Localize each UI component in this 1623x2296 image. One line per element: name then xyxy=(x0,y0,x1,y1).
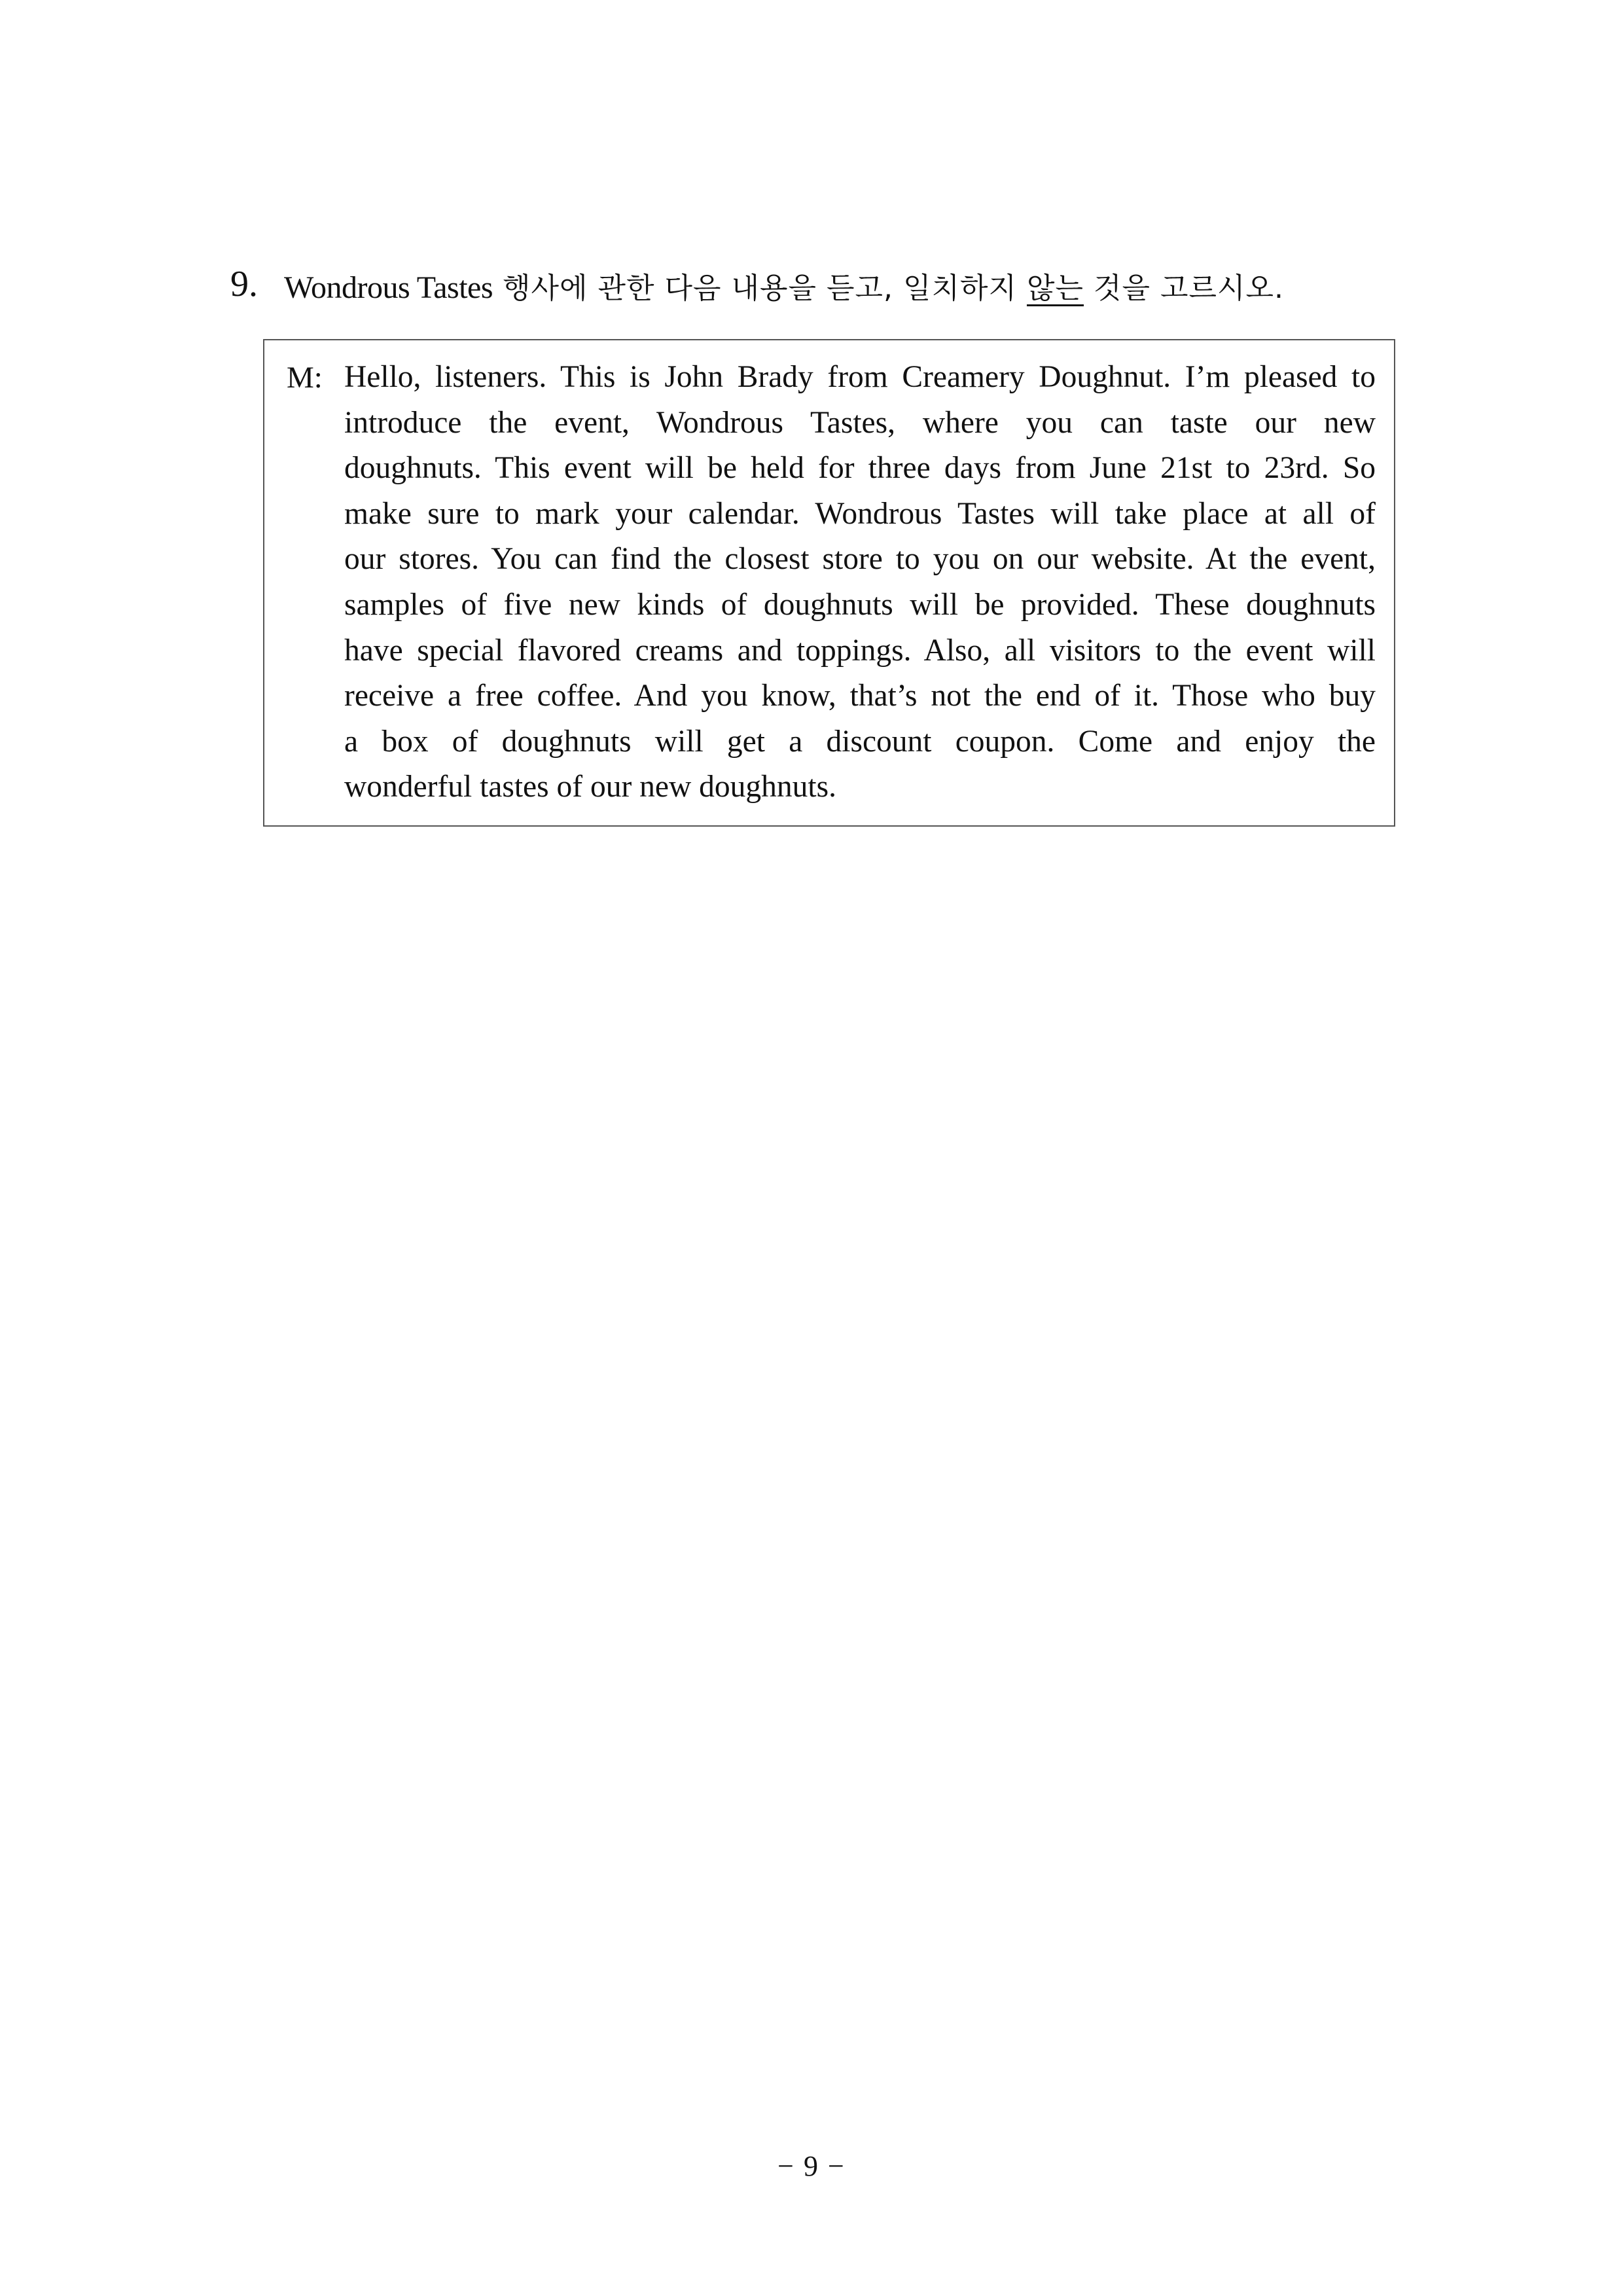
speaker-label: M: xyxy=(287,361,323,395)
script-line: doughnuts. This event will be held for three days from June 21st to 23rd. So xyxy=(344,451,1376,486)
script-line: introduce the event, Wondrous Tastes, where you can taste our new xyxy=(344,405,1376,440)
script-passage xyxy=(344,355,1376,810)
script-line: receive a free coffee. And you know, that’s not the end of it. Those who buy xyxy=(344,679,1376,713)
script-line: Hello, listeners. This is John Brady from Creamery Doughnut. I’m pleased to xyxy=(344,360,1376,394)
script-line: have special flavored creams and toppings. Also, all visitors to the event will xyxy=(344,633,1376,668)
page-number: − 9 − xyxy=(777,2150,846,2182)
question-heading xyxy=(230,262,1408,314)
script-line: make sure to mark your calendar. Wondrous Tastes will take place at all of xyxy=(344,496,1376,531)
question-text-after: 것을 고르시오. xyxy=(1084,272,1284,305)
question-underlined-word: 않는 xyxy=(1026,272,1084,305)
question-subject: Wondrous Tastes xyxy=(284,270,493,305)
question-prompt xyxy=(284,270,1284,307)
script-line: our stores. You can find the closest store to you on our website. At the event, xyxy=(344,542,1376,577)
script-line: wonderful tastes of our new doughnuts. xyxy=(344,770,836,804)
script-line: samples of five new kinds of doughnuts will be provided. These doughnuts xyxy=(344,587,1376,622)
script-line: a box of doughnuts will get a discount coupon. Come and enjoy the xyxy=(344,724,1376,759)
question-number: 9. xyxy=(230,264,258,304)
question-text-before: 행사에 관한 다음 내용을 듣고, 일치하지 xyxy=(493,272,1027,305)
listening-script-box xyxy=(263,339,1395,827)
